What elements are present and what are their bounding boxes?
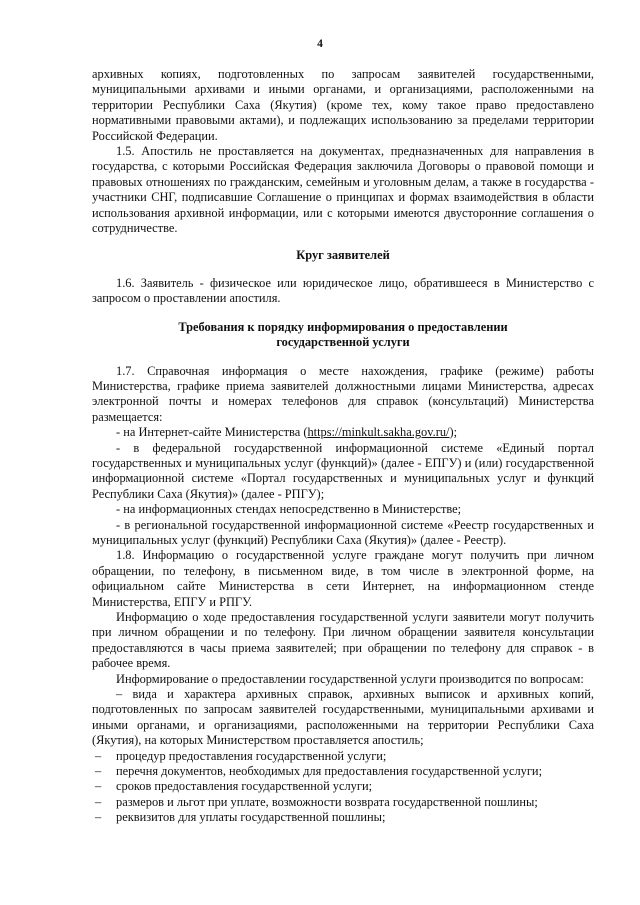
list-item: [92, 795, 594, 810]
list-marker: –: [95, 810, 102, 825]
list-item: [92, 810, 594, 825]
list-item: [92, 779, 594, 794]
document-body: [92, 67, 594, 826]
list-item-text: размеров и льгот при уплате, возможности возврата государственной пошлины;: [116, 794, 538, 809]
paragraph-progress-info: Информацию о ходе предоставления государственной услуги заявители могут получить при личном обращении и по телефону. При личном обращении заявителя консультации предоставляются в часы приема заявителей; при обращении по телефону для справок - в рабочее время.: [92, 610, 594, 671]
paragraph-informing-topics: Информирование о предоставлении государственной услуги производится по вопросам:: [116, 671, 584, 686]
list-marker: –: [95, 794, 102, 809]
list-item: [92, 749, 594, 764]
paragraph-archive-copies: архивных копиях, подготовленных по запросам заявителей государственными, муниципальными архивами и иными органами, и организациями, расположенными на территории Республики Саха (Якутия) (кроме тех, кому такое право предоставлено нормативными правовыми актами), и подлежащих использованию за пределами территории Российской Федерации.: [92, 67, 594, 143]
bullet-registry: - в региональной государственной информационной системе «Реестр государственных и муниципальных услуг (функций) Республики Саха (Якутия)» (далее - Реестр).: [92, 517, 594, 547]
paragraph-1-5: 1.5. Апостиль не проставляется на документах, предназначенных для направления в государства, с которыми Российская Федерация заключила Договоры о правовой помощи и правовых отношениях по гражданским, семейным и уголовным делам, а также в государства - участники СНГ, подписавшие Соглашение о принципах и формах взаимодействия в области использования архивной информации, или с которыми имеются двусторонние соглашения о сотрудничестве.: [92, 144, 594, 236]
list-item-text: перечня документов, необходимых для предоставления государственной услуги;: [116, 764, 543, 779]
page-number: 4: [317, 38, 323, 50]
paragraph-1-7: 1.7. Справочная информация о месте нахождения, графике (режиме) работы Министерства, графике приема заявителей должностными лицами Министерства, адресах электронной почты и номерах телефонов для справок (консультаций) Министерства размещается:: [92, 363, 594, 424]
list-item-text: реквизитов для уплаты государственной пошлины;: [116, 810, 386, 825]
paragraph-1-8: 1.8. Информацию о государственной услуге граждане могут получить при личном обращении, по телефону, в письменном виде, в том числе в электронной форме, на официальном сайте Министерства в сети Интернет, на информационном стенде Министерства, ЕПГУ и РПГУ.: [92, 548, 594, 609]
list-item-text: сроков предоставления государственной услуги;: [116, 779, 373, 794]
heading-information-requirements: [92, 320, 594, 351]
list-item: [92, 764, 594, 779]
bullet-stands: - на информационных стендах непосредственно в Министерстве;: [116, 502, 462, 517]
topics-list: [92, 749, 594, 826]
heading-applicants: Круг заявителей: [296, 248, 390, 263]
bullet-epgu: - в федеральной государственной информационной системе «Единый портал государственных и муниципальных услуг (функций)» (далее - ЕПГУ) и (или) государственной информационной системе «Портал государственных и муниципальных услуг и функций Республики Саха (Якутия)» (далее - РПГУ);: [92, 440, 594, 501]
ministry-website-link[interactable]: https://minkult.sakha.gov.ru/: [307, 425, 450, 440]
bullet-archive-types: – вида и характера архивных справок, архивных выписок и архивных копий, подготовленных по запросам заявителей государственными, муниципальными архивами и иными органами, и организациями, расположенными на территории Республики Саха (Якутия), на которых Министерством проставляется апостиль;: [92, 687, 594, 748]
list-marker: –: [95, 764, 102, 779]
heading-line-2: государственной услуги: [276, 335, 410, 350]
bullet-website-suffix: );: [449, 425, 458, 440]
bullet-website: [92, 425, 594, 440]
heading-line-1: Требования к порядку информирования о предоставлении: [178, 319, 508, 334]
list-marker: –: [95, 779, 102, 794]
bullet-website-prefix: - на Интернет-сайте Министерства (: [116, 425, 308, 440]
list-marker: –: [95, 748, 102, 763]
list-item-text: процедур предоставления государственной услуги;: [116, 748, 387, 763]
paragraph-1-6: 1.6. Заявитель - физическое или юридическое лицо, обратившееся в Министерство с запросом о проставлении апостиля.: [92, 275, 594, 306]
